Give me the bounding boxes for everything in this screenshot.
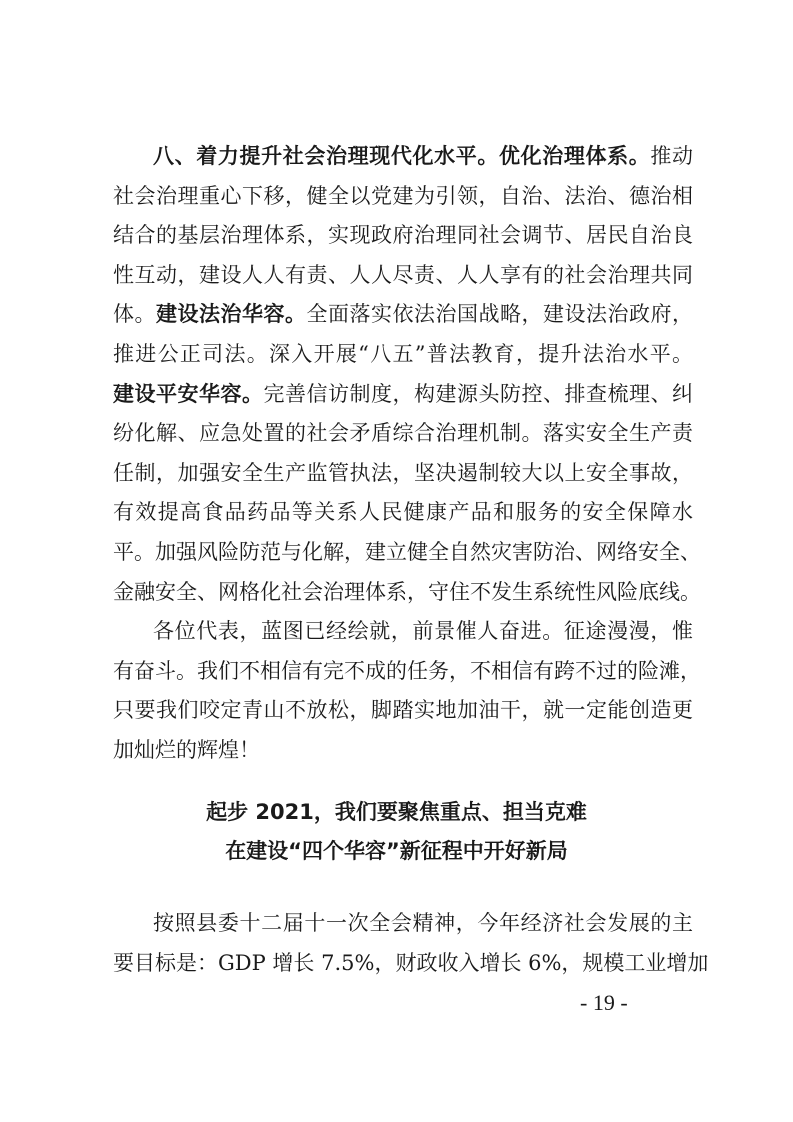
text-segment: 要目标是：GDP 增长 7.5%，财政收入增长 6%，规模工业增加: [113, 950, 709, 975]
text-segment: 按照县委十二届十一次全会精神，今年经济社会发展的主: [153, 911, 693, 935]
text-line: [113, 944, 709, 984]
text-segment: 加灿烂的辉煌！: [113, 737, 260, 762]
text-line: [113, 414, 693, 454]
text-line: [113, 177, 693, 217]
text-line: [113, 904, 693, 944]
text-segment: 社会治理重心下移，健全以党建为引领，自治、法治、德治相: [113, 183, 693, 208]
text-segment: 结合的基层治理体系，实现政府治理同社会调节、居民自治良: [113, 223, 693, 248]
text-segment: 推进公正司法。深入开展“八五”普法教育，提升法治水平。: [113, 341, 693, 366]
text-line: [113, 295, 693, 335]
text-line: [113, 256, 693, 296]
text-line: [113, 533, 701, 573]
text-line: [113, 335, 693, 375]
text-segment: 有效提高食品药品等关系人民健康产品和服务的安全保障水: [113, 500, 693, 525]
body-text-block: [113, 137, 701, 771]
text-segment: 体。: [113, 302, 156, 327]
text-line: [113, 375, 693, 415]
bold-text-segment: 建设平安华容。: [113, 381, 264, 406]
text-segment: 只要我们咬定青山不放松，脚踏实地加油干，就一定能创造更: [113, 698, 693, 723]
text-line: [113, 137, 693, 177]
bold-text-segment: 优化治理体系。: [499, 144, 651, 168]
text-segment: 推动: [650, 144, 693, 168]
text-line: [113, 454, 693, 494]
text-line: [113, 652, 701, 692]
body-text-block: [113, 904, 709, 983]
text-segment: 纷化解、应急处置的社会矛盾综合治理机制。落实安全生产责: [113, 421, 693, 446]
text-line: [113, 216, 693, 256]
section-heading: [0, 793, 793, 871]
text-line: [113, 493, 693, 533]
text-segment: 有奋斗。我们不相信有完不成的任务，不相信有跨不过的险滩，: [113, 658, 701, 683]
bold-text-segment: 建设法治华容。: [156, 302, 307, 327]
heading-line: 起步 2021，我们要聚焦重点、担当克难: [206, 800, 587, 824]
text-line: [113, 691, 693, 731]
text-segment: 任制，加强安全生产监管执法，坚决遏制较大以上安全事故，: [113, 460, 693, 485]
heading-line: 在建设“四个华容”新征程中开好新局: [225, 839, 568, 863]
text-segment: 完善信访制度，构建源头防控、排查梳理、纠: [263, 381, 693, 406]
text-segment: 全面落实依法治国战略，建设法治政府，: [306, 302, 693, 327]
text-segment: 各位代表，蓝图已经绘就，前景催人奋进。征途漫漫，惟: [153, 619, 693, 644]
text-segment: 性互动，建设人人有责、人人尽责、人人享有的社会治理共同: [113, 262, 693, 287]
bold-text-segment: 八、着力提升社会治理现代化水平。: [153, 144, 499, 168]
page-number: - 19 -: [580, 990, 628, 1015]
text-segment: 平。加强风险防范与化解，建立健全自然灾害防治、网络安全、: [113, 539, 701, 564]
text-line: [113, 731, 693, 771]
text-line: [113, 573, 701, 613]
text-line: [113, 612, 693, 652]
text-segment: 金融安全、网格化社会治理体系，守住不发生系统性风险底线。: [113, 579, 701, 604]
